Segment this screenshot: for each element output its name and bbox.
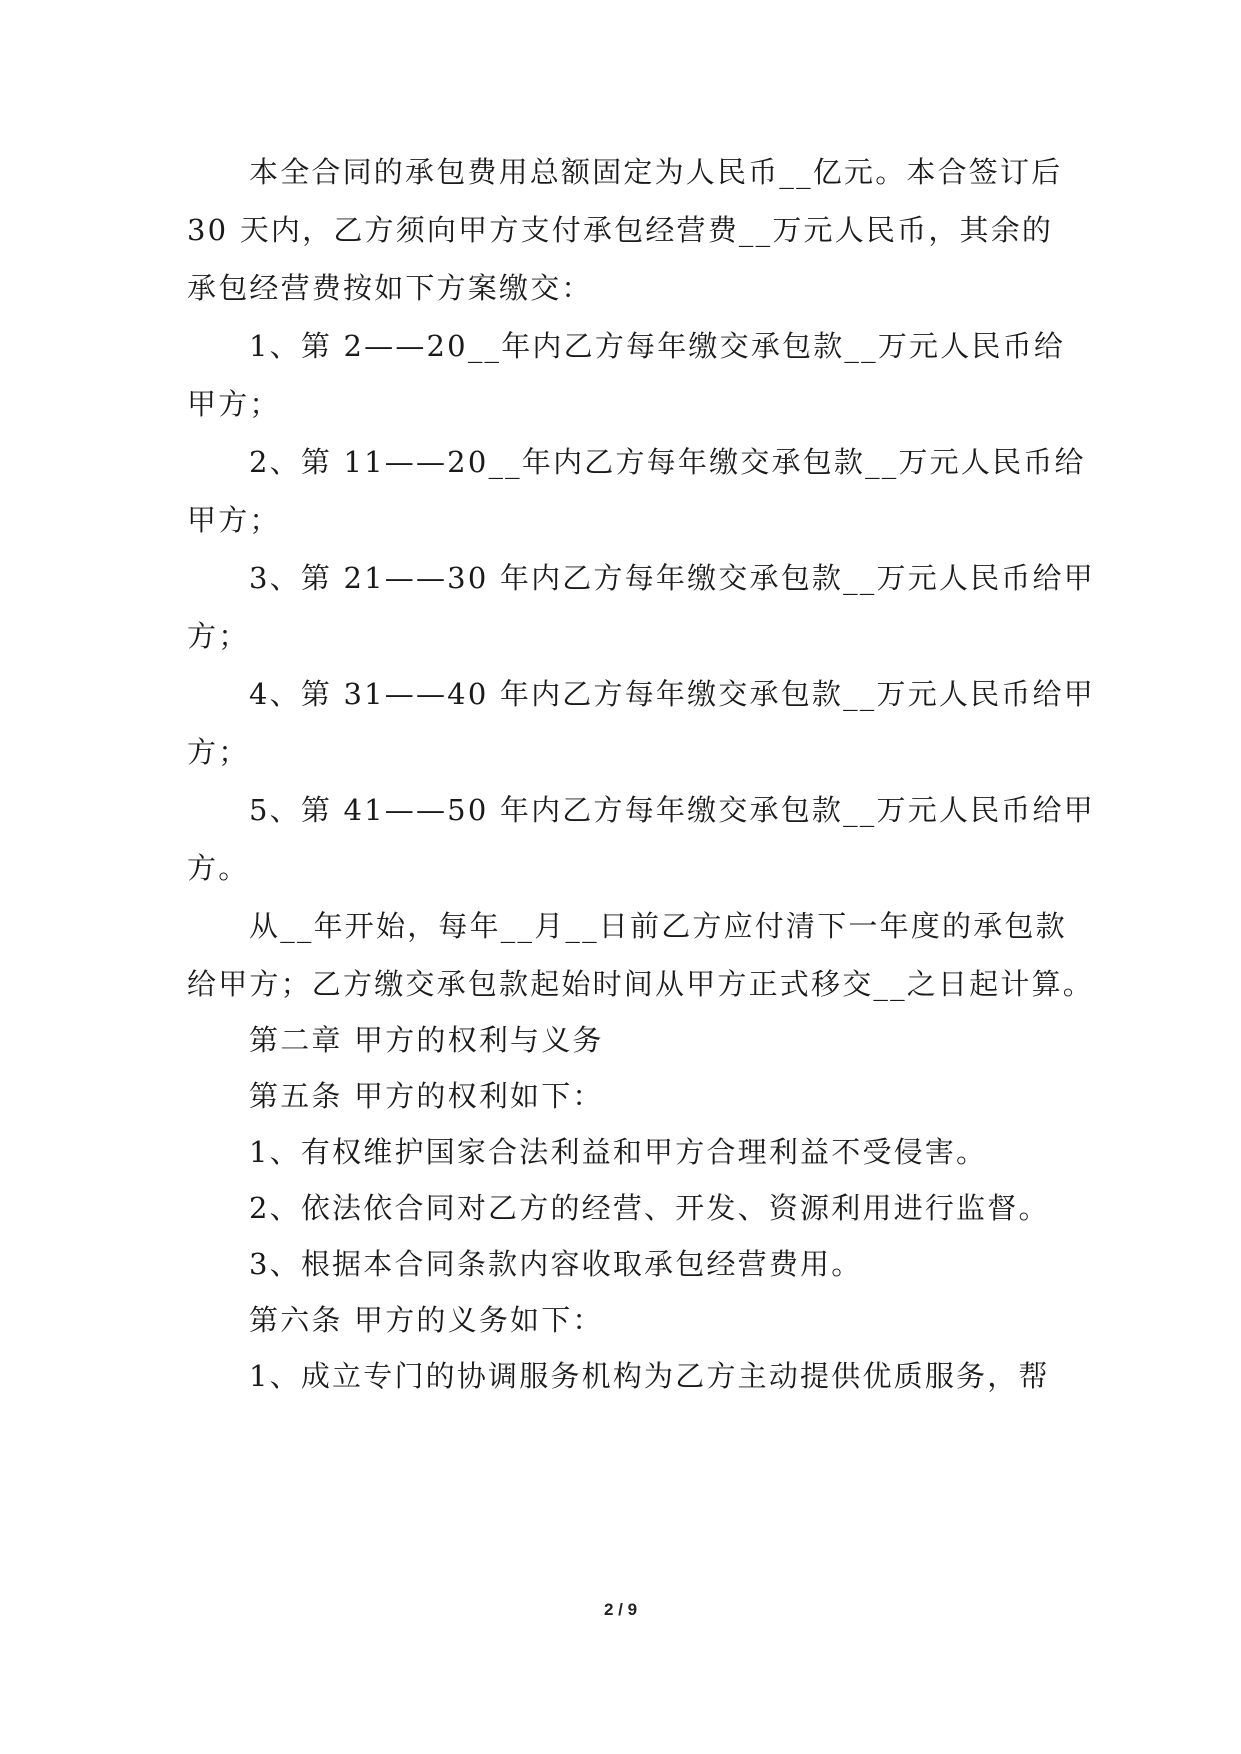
text-line: 方； — [187, 619, 250, 653]
text-line: 30 天内，乙方须向甲方支付承包经营费__万元人民币，其余的 — [187, 213, 1054, 247]
text-line: 4、第 31——40 年内乙方每年缴交承包款__万元人民币给甲 — [249, 677, 1095, 711]
chapter-heading: 第二章 甲方的权利与义务 — [249, 1023, 604, 1057]
text-line: 给甲方；乙方缴交承包款起始时间从甲方正式移交__之日起计算。 — [187, 967, 1095, 1001]
article-heading: 第五条 甲方的权利如下： — [249, 1079, 604, 1113]
text-line: 1、成立专门的协调服务机构为乙方主动提供优质服务，帮 — [249, 1359, 1050, 1393]
text-line: 从__年开始，每年__月__日前乙方应付清下一年度的承包款 — [249, 909, 1067, 943]
text-line: 甲方； — [187, 387, 281, 421]
text-line: 5、第 41——50 年内乙方每年缴交承包款__万元人民币给甲 — [249, 793, 1095, 827]
page-number: 2 / 9 — [603, 1600, 638, 1619]
text-line: 本全合同的承包费用总额固定为人民币__亿元。本合签订后 — [249, 155, 1063, 189]
text-line: 2、第 11——20__年内乙方每年缴交承包款__万元人民币给 — [249, 445, 1086, 479]
article-heading: 第六条 甲方的义务如下： — [249, 1303, 604, 1337]
text-line: 方； — [187, 735, 250, 769]
text-line: 1、第 2——20__年内乙方每年缴交承包款__万元人民币给 — [249, 329, 1066, 363]
text-line: 3、第 21——30 年内乙方每年缴交承包款__万元人民币给甲 — [249, 561, 1095, 595]
text-line: 甲方； — [187, 503, 281, 537]
text-line: 方。 — [187, 851, 250, 885]
text-line: 2、依法依合同对乙方的经营、开发、资源利用进行监督。 — [249, 1191, 1050, 1225]
text-line: 1、有权维护国家合法利益和甲方合理利益不受侵害。 — [249, 1135, 988, 1169]
text-line: 3、根据本合同条款内容收取承包经营费用。 — [249, 1247, 863, 1281]
text-line: 承包经营费按如下方案缴交： — [187, 271, 593, 305]
